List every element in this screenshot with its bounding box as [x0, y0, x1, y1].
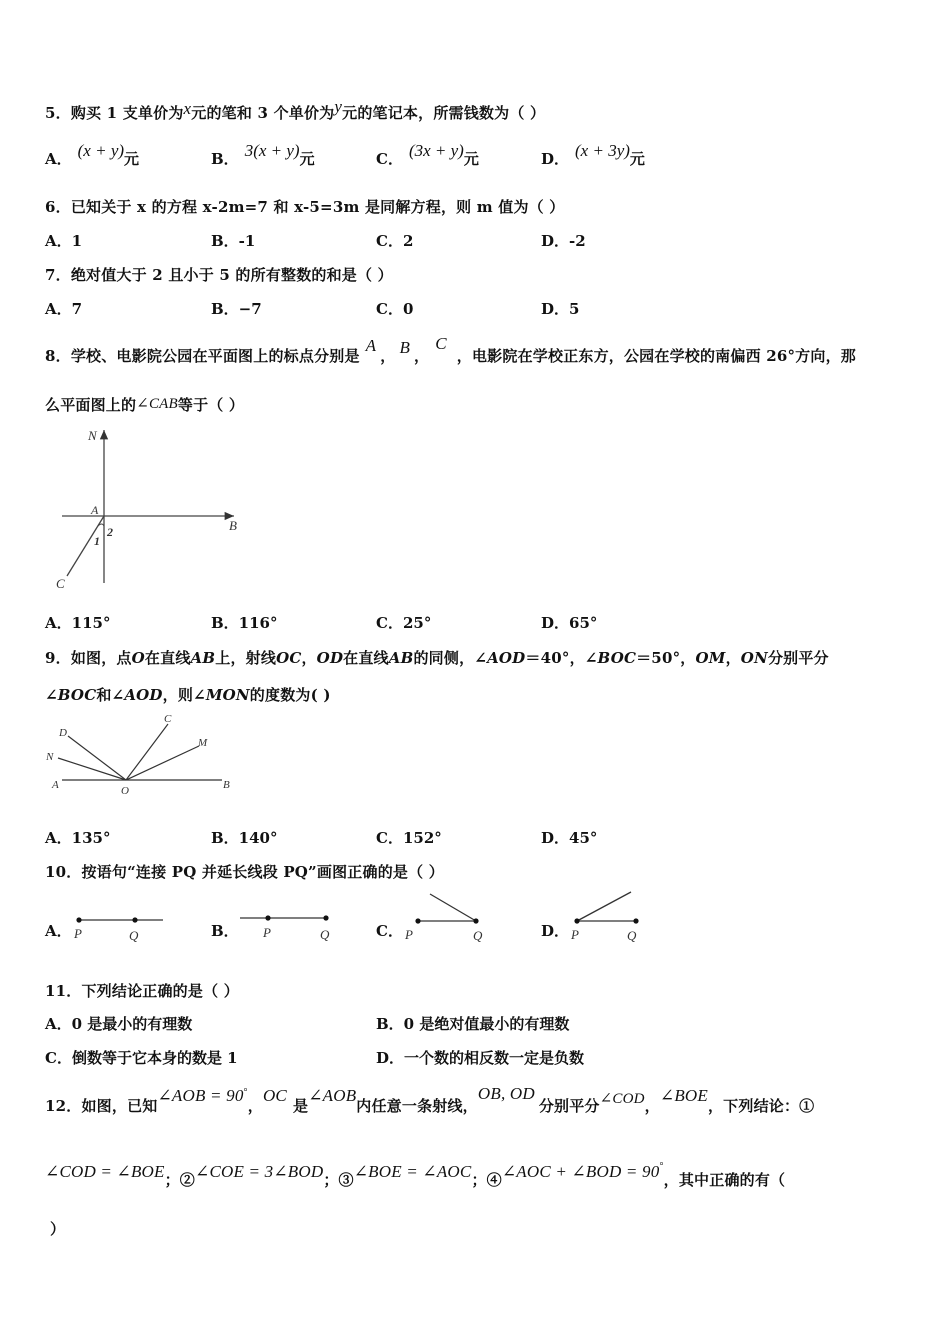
q8-point-a: A	[365, 336, 377, 355]
q9-text-c: 上，射线	[215, 649, 277, 667]
q12-comma2: ，	[644, 1097, 660, 1115]
q5-text-a: 5．购买 1 支单价为	[45, 104, 184, 122]
q9-angle-aod: ∠AOD	[474, 649, 526, 667]
q8-label-a: A	[91, 503, 99, 517]
q12-comma1: ，	[247, 1097, 263, 1115]
q12-text-f: ，其中正确的有（	[663, 1171, 786, 1189]
q10-d-point-p	[574, 918, 579, 923]
q5-text-b: 元的笔和 3 个单价为	[191, 104, 335, 122]
q6-option-b[interactable]: B．-1	[211, 232, 256, 250]
q9-angle-boc: ∠BOC	[584, 649, 637, 667]
q10-d-label-p: P	[571, 927, 579, 942]
q9-eq50: ＝50°，	[636, 649, 696, 667]
q9-text-d: 在直线	[343, 649, 389, 667]
q8-line2-b: 等于（ ）	[177, 396, 245, 414]
q8-point-b: B	[399, 338, 411, 357]
option-expr: (3x + y)	[408, 141, 464, 160]
q12-text-d: 分别平分	[538, 1097, 600, 1115]
q10-figure-a[interactable]	[73, 917, 163, 943]
q6-stem: 6．已知关于 x 的方程 x-2m=7 和 x-5=3m 是同解方程，则 m 值为（ ）	[45, 198, 565, 216]
q12-text-c: 内任意一条射线，	[356, 1097, 478, 1115]
q9-option-a[interactable]: A．135°	[45, 829, 111, 847]
q10-d-slant	[577, 892, 631, 921]
q9-label-d: D	[59, 727, 67, 739]
q8-comma: ，	[380, 347, 396, 365]
option-unit: 元	[124, 150, 140, 168]
q8-point-c: C	[435, 334, 447, 353]
q9-sep2: ，	[725, 649, 741, 667]
q10-b-label-q: Q	[320, 927, 330, 942]
q12-statement-3: ∠BOE = ∠AOC	[353, 1162, 472, 1181]
q7-option-b[interactable]: B．−7	[211, 300, 262, 318]
q8-label-1: 1	[94, 534, 100, 548]
q10-c-point-p	[415, 918, 420, 923]
option-expr: 3(x + y)	[244, 141, 300, 160]
q12-close-paren: ）	[50, 1220, 66, 1238]
q12-deg2: °	[659, 1161, 664, 1172]
q9-l2-mon: ∠MON	[193, 686, 250, 704]
q9-eq40: ＝40°，	[525, 649, 585, 667]
q9-label-c: C	[164, 713, 172, 725]
q7-option-d[interactable]: D．5	[541, 300, 580, 318]
q8-text-a: 8．学校、电影院公园在平面图上的标点分别是	[45, 347, 360, 365]
q12-aob90: ∠AOB = 90	[157, 1086, 244, 1105]
q9-o: O	[131, 649, 145, 667]
q12-mark-2: ；②	[164, 1171, 196, 1189]
q10-b-label-p: P	[263, 925, 271, 940]
option-expr: (x + y)	[77, 141, 125, 160]
q9-om: OM	[695, 649, 726, 667]
q6-option-d[interactable]: D．-2	[541, 232, 586, 250]
q8-label-b: B	[229, 518, 237, 533]
q9-label-b: B	[223, 779, 230, 791]
q9-label-n: N	[46, 751, 54, 763]
q9-text-f: 分别平分	[767, 649, 829, 667]
q9-ab2: AB	[388, 649, 414, 667]
q9-label-a: A	[52, 779, 59, 791]
q12-deg: °	[243, 1087, 248, 1098]
option-unit: 元	[629, 150, 645, 168]
q9-on: ON	[740, 649, 768, 667]
q10-option-b-label[interactable]: B．	[211, 922, 239, 940]
q10-b-point-p	[265, 915, 270, 920]
q10-figure-c[interactable]	[404, 894, 483, 943]
q5-text-c: 元的笔记本，所需钱数为（ ）	[342, 104, 546, 122]
q5-var-y: y	[334, 97, 343, 116]
q10-a-point-q	[132, 917, 137, 922]
q9-option-d[interactable]: D．45°	[541, 829, 598, 847]
q8-line2-a: 么平面图上的	[45, 396, 137, 414]
q10-c-label-q: Q	[473, 928, 483, 943]
q12-aob: ∠AOB	[308, 1086, 357, 1105]
q12-mark-4: ；④	[471, 1171, 502, 1189]
q8-text-b: ，电影院在学校正东方，公园在学校的南偏西 26°方向，那	[456, 347, 856, 365]
q9-ab: AB	[190, 649, 216, 667]
q9-label-m: M	[198, 737, 208, 749]
q10-figure-b[interactable]	[240, 915, 330, 942]
q12-cod: ∠COD	[599, 1091, 645, 1107]
q12-obod: OB, OD	[477, 1084, 535, 1103]
q10-b-point-q	[323, 915, 328, 920]
q9-oc: OC	[276, 649, 302, 667]
q9-l2-then: ，则	[162, 686, 194, 704]
q12-statement-1: ∠COD = ∠BOE	[45, 1162, 165, 1181]
q12-text-e: ，下列结论：①	[707, 1097, 815, 1115]
q10-c-slant	[430, 894, 476, 921]
q10-figure-d[interactable]	[570, 892, 639, 943]
q11-stem: 11．下列结论正确的是（ ）	[45, 982, 239, 1000]
q8-angle-cab: ∠CAB	[136, 396, 178, 412]
q9-option-b[interactable]: B．140°	[211, 829, 278, 847]
q10-c-point-q	[473, 918, 478, 923]
q12-mark-3: ；③	[323, 1171, 354, 1189]
q8-label-n: N	[88, 428, 97, 443]
q12-stem-line2	[45, 1161, 786, 1190]
q9-l2-boc: ∠BOC	[45, 686, 97, 704]
q12-oc: OC	[262, 1086, 287, 1105]
q12-stem-line1	[45, 1084, 815, 1116]
q10-a-label-p: P	[74, 926, 82, 941]
q12-boe: ∠BOE	[659, 1086, 708, 1105]
q9-l2-aod: ∠AOD	[111, 686, 163, 704]
q11-option-d[interactable]: D．一个数的相反数一定是负数	[376, 1049, 585, 1067]
q7-option-a[interactable]: A．7	[45, 300, 83, 318]
q9-od: OD	[316, 649, 344, 667]
q10-option-d-label[interactable]: D．	[541, 922, 570, 940]
q5-var-x: x	[183, 99, 192, 118]
option-label: B．	[211, 150, 239, 168]
q10-a-point-p	[76, 917, 81, 922]
q9-sep1: ，	[301, 649, 317, 667]
option-expr: (x + 3y)	[575, 141, 630, 160]
q8-option-b[interactable]: B．116°	[211, 614, 278, 632]
option-label: C．	[376, 150, 403, 168]
q7-stem: 7．绝对值大于 2 且小于 5 的所有整数的和是（ ）	[45, 266, 393, 284]
q9-option-c[interactable]: C．152°	[376, 829, 442, 847]
q10-a-label-q: Q	[129, 928, 139, 943]
q10-d-point-q	[633, 918, 638, 923]
q12-statement-2: ∠COE = 3∠BOD	[195, 1162, 324, 1181]
q7-option-c[interactable]: C．0	[376, 300, 414, 318]
q10-d-label-q: Q	[627, 928, 637, 943]
q11-option-a[interactable]: A．0 是最小的有理数	[45, 1015, 193, 1033]
q10-c-label-p: P	[405, 927, 413, 942]
q9-l2-and: 和	[96, 686, 112, 704]
q9-text-e: 的同侧，	[413, 649, 475, 667]
q8-label-c: C	[56, 576, 65, 591]
q10-option-c-label[interactable]: C．	[376, 922, 403, 940]
option-label: A．	[45, 150, 72, 168]
q6-option-a[interactable]: A．1	[45, 232, 83, 250]
q9-label-o: O	[121, 785, 129, 797]
q8-option-c[interactable]: C．25°	[376, 614, 432, 632]
q10-stem: 10．按语句“连接 PQ 并延长线段 PQ”画图正确的是（ ）	[45, 863, 444, 881]
q12-statement-4: ∠AOC + ∠BOD = 90	[501, 1162, 660, 1181]
option-unit: 元	[463, 150, 479, 168]
q8-option-d[interactable]: D．65°	[541, 614, 598, 632]
option-label: D．	[541, 150, 570, 168]
q10-option-a-label[interactable]: A．	[45, 922, 72, 940]
q12-text-a: 12．如图，已知	[45, 1097, 158, 1115]
q8-comma: ，	[414, 347, 430, 365]
q12-text-b: 是	[292, 1097, 309, 1115]
q9-text-a: 9．如图，点	[45, 649, 132, 667]
q6-option-c[interactable]: C．2	[376, 232, 414, 250]
q9-text-b: 在直线	[144, 649, 191, 667]
q9-l2-end: 的度数为( )	[249, 686, 331, 704]
option-unit: 元	[299, 150, 315, 168]
q8-label-2: 2	[107, 525, 113, 539]
q11-option-c[interactable]: C．倒数等于它本身的数是 1	[45, 1049, 238, 1067]
q11-option-b[interactable]: B．0 是绝对值最小的有理数	[376, 1015, 570, 1033]
q8-option-a[interactable]: A．115°	[45, 614, 111, 632]
